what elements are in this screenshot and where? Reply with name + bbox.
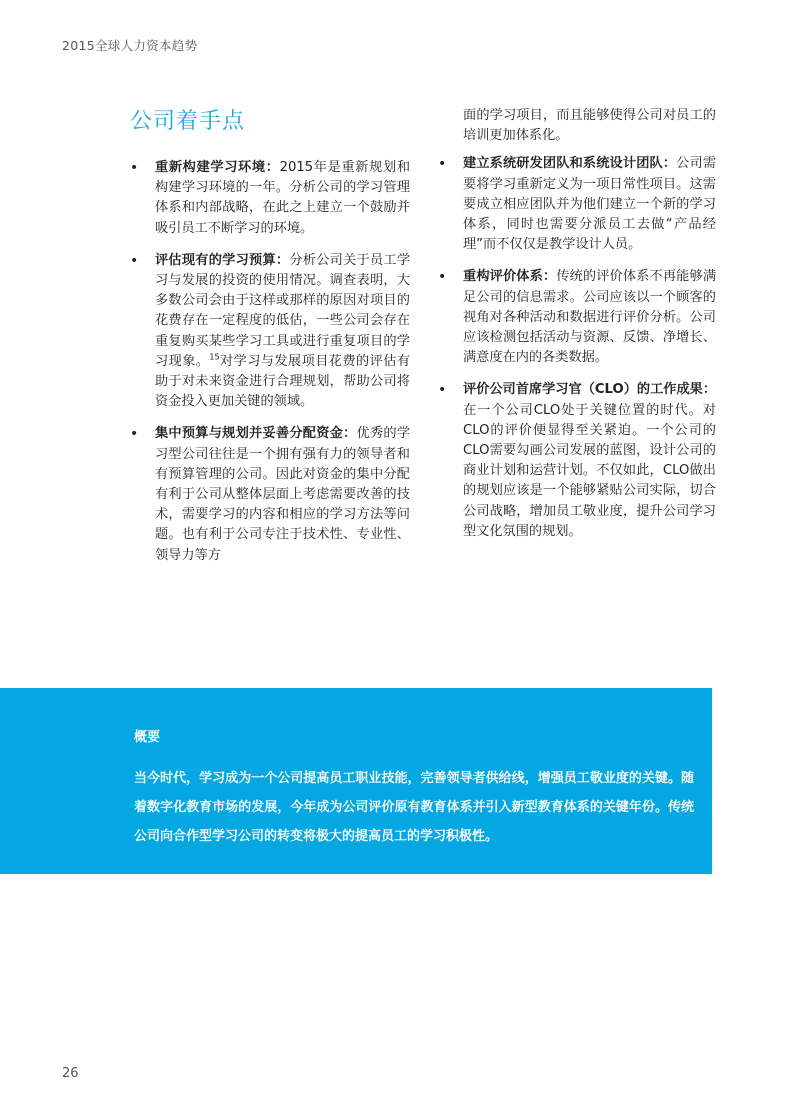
bullet-text: [155, 158, 410, 239]
bullet-marker: •: [130, 426, 139, 443]
bullet-marker: •: [438, 382, 447, 399]
bullet-heading: 重新构建学习环境：: [155, 160, 280, 175]
bullet-marker: •: [130, 252, 139, 269]
bullet-item: [438, 267, 716, 368]
summary-title: 概要: [134, 730, 161, 745]
page-number: 26: [62, 1066, 79, 1081]
bullet-body: 公司需要将学习重新定义为一项日常性项目。这需要成立相应团队并为他们建立一个新的学习体系，同时也需要分派员工去做“产品经理”而不仅仅是教学设计人员。: [463, 156, 717, 253]
bullet-heading: 评估现有的学习预算：: [155, 252, 290, 268]
bullet-marker: •: [438, 269, 447, 286]
right-column: [438, 100, 716, 554]
footnote-reference: 15: [209, 352, 220, 362]
summary-box: [0, 688, 712, 874]
bullet-body: 分析公司关于员工学习与发展的投资的使用情况。调查表明，大多数公司会由于这样或那样的原因对项目的花费存在一定程度的低估，一些公司会存在重复购买某些学习工具或进行重复项目的学习现象。: [155, 252, 411, 369]
bullet-body-continued: 对学习与发展项目花费的评估有助于对未来资金进行合理规划，帮助公司将资金投入更加关键的领域。: [155, 353, 411, 410]
bullet-text: [463, 154, 716, 255]
running-header: 2015全球人力资本趋势: [62, 38, 198, 53]
bullet-text: [463, 267, 716, 368]
summary-text: 当今时代，学习成为一个公司提高员工职业技能，完善领导者供给线，增强员工敬业度的关键。随着数字化教育市场的发展，今年成为公司评价原有教育体系并引入新型教育体系的关键年份。传统公司向合作型学习公司的转变将极大的提高员工的学习积极性。: [134, 771, 694, 844]
bullet-body: 优秀的学习型公司往往是一个拥有强有力的领导者和有预算管理的公司。因此对资金的集中分配有利于公司从整体层面上考虑需要改善的技术，需要学习的内容和相应的学习方法等问题。也有利于公司专注于技术性、专业性、领导力等方: [155, 426, 411, 563]
bullet-heading: 重构评价体系：: [463, 269, 557, 285]
bullet-text: [155, 424, 410, 565]
bullet-body: 2015年是重新规划和构建学习环境的一年。分析公司的学习管理体系和内部战略，在此之上建立一个鼓励并吸引员工不断学习的环境。: [155, 160, 411, 236]
bullet-text: [463, 380, 716, 542]
bullet-body: 在一个公司CLO处于关键位置的时代。对CLO的评价便显得至关紧迫。一个公司的CLO需要勾画公司发展的蓝图，设计公司的商业计划和运营计划。不仅如此，CLO做出的规划应该是一个能够紧贴公司实际，切合公司战略，增加员工敬业度，提升公司学习型文化氛围的规划。: [463, 402, 716, 539]
bullet-item: [130, 251, 410, 413]
continued-paragraph: 面的学习项目，而且能够使得公司对员工的培训更加体系化。: [463, 108, 716, 144]
bullet-item: [130, 158, 410, 239]
bullet-item: [438, 380, 716, 542]
bullet-item: [130, 424, 410, 565]
bullet-text: [155, 251, 410, 413]
section-title: 公司着手点: [130, 109, 246, 134]
bullet-marker: •: [438, 156, 447, 173]
left-column: [130, 100, 410, 578]
bullet-item: [438, 154, 716, 255]
bullet-heading: 评价公司首席学习官（CLO）的工作成果：: [463, 382, 717, 398]
bullet-body: 传统的评价体系不再能够满足公司的信息需求。公司应该以一个顾客的视角对各种活动和数据进行评价分析。公司应该检测包括活动与资源、反馈、净增长、满意度在内的各类数据。: [463, 269, 717, 366]
bullet-heading: 集中预算与规划并妥善分配资金：: [155, 426, 357, 442]
bullet-heading: 建立系统研发团队和系统设计团队：: [463, 156, 677, 172]
bullet-marker: •: [130, 160, 139, 176]
